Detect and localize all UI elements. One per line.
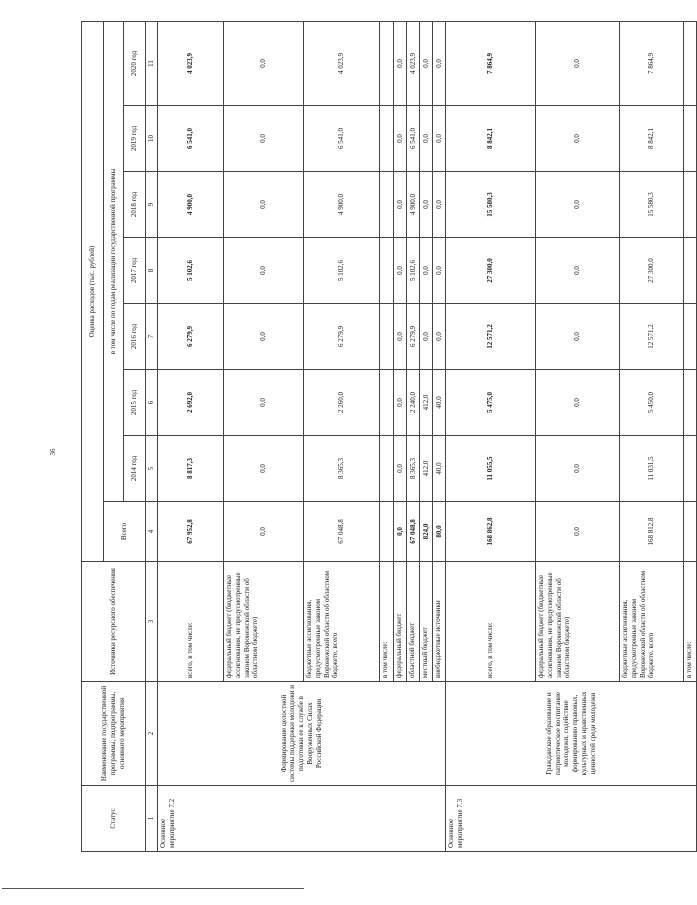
funding-source-cell: в том числе: — [380, 562, 394, 682]
year-value-cell: 12 571,2 — [446, 304, 536, 370]
year-value-cell: 0,0 — [536, 304, 620, 370]
year-value-cell: 6 541,0 — [158, 106, 224, 172]
year-value-cell: 27 300,0 — [446, 238, 536, 304]
year-value-cell: 0,0 — [420, 106, 433, 172]
year-value-cell — [380, 106, 394, 172]
funding-source-cell: бюджетные ассигнования, предусмотренные законом Воронежской области об областном бюджете, всего — [620, 562, 684, 682]
total-value-cell: 0,0 — [394, 502, 407, 562]
funding-source-cell: федеральный бюджет — [394, 562, 407, 682]
year-value-cell: 0,0 — [420, 172, 433, 238]
funding-source-cell: внебюджетные источники — [433, 562, 446, 682]
column-number: 1 — [146, 786, 158, 852]
year-value-cell: 0,0 — [394, 21, 407, 105]
column-number: 4 — [146, 502, 158, 562]
year-value-cell: 0,0 — [394, 370, 407, 436]
year-value-cell: 412,0 — [420, 436, 433, 502]
table-body — [158, 21, 697, 851]
header-year: 2020 год — [124, 21, 146, 105]
year-value-cell: 6 541,0 — [407, 106, 420, 172]
header-year: 2017 год — [124, 238, 146, 304]
year-value-cell: 0,0 — [224, 436, 304, 502]
year-value-cell: 6 279,9 — [158, 304, 224, 370]
year-value-cell: 0,0 — [224, 304, 304, 370]
rotated-table-container — [81, 22, 693, 852]
funding-source-cell: федеральный бюджет (бюджетные ассигнования, не предусмотренные законом Воронежской области об областном бюджете) — [536, 562, 620, 682]
year-value-cell: 5 102,6 — [407, 238, 420, 304]
funding-source-cell: в том числе: — [684, 562, 697, 682]
year-value-cell — [380, 172, 394, 238]
year-value-cell: 0,0 — [536, 172, 620, 238]
year-value-cell: 0,0 — [224, 238, 304, 304]
year-value-cell: 8 842,1 — [446, 106, 536, 172]
year-value-cell: 7 864,9 — [446, 21, 536, 105]
funding-source-cell: областной бюджет — [407, 562, 420, 682]
year-value-cell: 6 279,9 — [304, 304, 380, 370]
year-value-cell: 5 102,6 — [304, 238, 380, 304]
year-value-cell: 0,0 — [420, 304, 433, 370]
year-value-cell: 8 817,3 — [158, 436, 224, 502]
year-value-cell: 8 365,3 — [407, 436, 420, 502]
page-number: 36 — [49, 448, 57, 456]
year-value-cell: 0,0 — [224, 106, 304, 172]
year-value-cell — [684, 106, 697, 172]
year-value-cell: 6 279,9 — [407, 304, 420, 370]
total-value-cell — [684, 502, 697, 562]
header-by-years: в том числе по годам реализации государственной программы — [104, 21, 124, 501]
year-value-cell: 12 571,2 — [620, 304, 684, 370]
total-value-cell: 80,0 — [433, 502, 446, 562]
year-value-cell: 0,0 — [420, 238, 433, 304]
year-value-cell: 0,0 — [536, 238, 620, 304]
year-value-cell: 7 864,9 — [620, 21, 684, 105]
year-value-cell: 0,0 — [394, 106, 407, 172]
year-value-cell: 15 580,3 — [620, 172, 684, 238]
year-value-cell: 5 450,0 — [620, 370, 684, 436]
year-value-cell: 40,0 — [433, 436, 446, 502]
year-value-cell: 4 023,9 — [407, 21, 420, 105]
year-value-cell: 4 900,0 — [407, 172, 420, 238]
column-number: 11 — [146, 21, 158, 105]
funding-source-cell: всего, в том числе: — [158, 562, 224, 682]
header-status: Статус — [82, 786, 146, 852]
funding-source-cell: федеральный бюджет (бюджетные ассигнования, не предусмотренные законом Воронежской области об областном бюджете) — [224, 562, 304, 682]
year-value-cell: 15 580,3 — [446, 172, 536, 238]
column-number: 6 — [146, 370, 158, 436]
funding-source-cell: местный бюджет — [420, 562, 433, 682]
year-value-cell: 4 023,9 — [158, 21, 224, 105]
year-value-cell: 6 541,0 — [304, 106, 380, 172]
year-value-cell: 11 055,5 — [446, 436, 536, 502]
year-value-cell: 2 692,0 — [158, 370, 224, 436]
year-value-cell: 0,0 — [224, 370, 304, 436]
year-value-cell: 0,0 — [536, 21, 620, 105]
year-value-cell — [380, 436, 394, 502]
year-value-cell: 4 023,9 — [304, 21, 380, 105]
year-value-cell: 0,0 — [433, 304, 446, 370]
year-value-cell: 40,0 — [433, 370, 446, 436]
budget-table — [81, 21, 697, 852]
total-value-cell — [380, 502, 394, 562]
year-value-cell: 0,0 — [433, 106, 446, 172]
measure-status: Основное мероприятие 7.3 — [446, 786, 697, 852]
year-value-cell — [380, 238, 394, 304]
year-value-cell: 0,0 — [433, 21, 446, 105]
column-number: 9 — [146, 172, 158, 238]
year-value-cell: 8 842,1 — [620, 106, 684, 172]
year-value-cell: 2 260,0 — [304, 370, 380, 436]
year-value-cell: 8 365,3 — [304, 436, 380, 502]
year-value-cell — [380, 370, 394, 436]
year-value-cell: 0,0 — [394, 304, 407, 370]
column-number: 8 — [146, 238, 158, 304]
year-value-cell: 0,0 — [394, 172, 407, 238]
year-value-cell: 2 240,0 — [407, 370, 420, 436]
funding-source-cell: бюджетные ассигнования, предусмотренные законом Воронежской области об областном бюджете, всего — [304, 562, 380, 682]
year-value-cell — [684, 172, 697, 238]
column-number: 5 — [146, 436, 158, 502]
header-program-name: Наименование государственной программы, подпрограммы, основного мероприятия — [82, 682, 146, 786]
year-value-cell — [684, 238, 697, 304]
column-number: 7 — [146, 304, 158, 370]
year-value-cell — [380, 21, 394, 105]
year-value-cell: 5 475,0 — [446, 370, 536, 436]
header-cost-estimate: Оценка расходов (тыс. рублей) — [82, 21, 104, 561]
year-value-cell: 0,0 — [224, 21, 304, 105]
year-value-cell: 0,0 — [224, 172, 304, 238]
table-row — [158, 21, 224, 851]
year-value-cell: 0,0 — [536, 370, 620, 436]
footer-divider — [2, 888, 304, 889]
table-row — [446, 21, 536, 851]
year-value-cell: 0,0 — [536, 436, 620, 502]
year-value-cell: 0,0 — [536, 106, 620, 172]
year-value-cell: 27 300,0 — [620, 238, 684, 304]
column-number-row — [146, 21, 158, 851]
year-value-cell — [684, 436, 697, 502]
year-value-cell: 0,0 — [394, 436, 407, 502]
header-year: 2019 год — [124, 106, 146, 172]
total-value-cell: 67 048,8 — [304, 502, 380, 562]
funding-source-cell: всего, в том числе: — [446, 562, 536, 682]
total-value-cell: 0,0 — [224, 502, 304, 562]
total-value-cell: 0,0 — [536, 502, 620, 562]
header-year: 2014 год — [124, 436, 146, 502]
total-value-cell: 67 048,8 — [407, 502, 420, 562]
year-value-cell: 412,0 — [420, 370, 433, 436]
header-year: 2015 год — [124, 370, 146, 436]
measure-status: Основное мероприятие 7.2 — [158, 786, 446, 852]
column-number: 10 — [146, 106, 158, 172]
column-number: 3 — [146, 562, 158, 682]
measure-name: Формирование целостной системы поддержки молодежи и подготовки ее к службе в Вооруженных Силах Российской Федерации — [158, 682, 446, 786]
total-value-cell: 168 812,8 — [620, 502, 684, 562]
column-number: 2 — [146, 682, 158, 786]
year-value-cell: 0,0 — [433, 172, 446, 238]
year-value-cell: 11 031,5 — [620, 436, 684, 502]
measure-name: Гражданское образование и патриотическое воспитание молодежи, содействие формированию правовых, культурных и нравственных ценностей среди молодежи — [446, 682, 697, 786]
year-value-cell: 0,0 — [420, 21, 433, 105]
year-value-cell — [684, 21, 697, 105]
year-value-cell: 5 102,6 — [158, 238, 224, 304]
year-value-cell — [684, 370, 697, 436]
year-value-cell — [380, 304, 394, 370]
year-value-cell — [684, 304, 697, 370]
year-value-cell: 4 900,0 — [158, 172, 224, 238]
header-year: 2018 год — [124, 172, 146, 238]
header-total: Всего — [104, 502, 146, 562]
header-year: 2016 год — [124, 304, 146, 370]
total-value-cell: 168 862,8 — [446, 502, 536, 562]
total-value-cell: 824,0 — [420, 502, 433, 562]
year-value-cell: 0,0 — [394, 238, 407, 304]
year-value-cell: 0,0 — [433, 238, 446, 304]
year-value-cell: 4 900,0 — [304, 172, 380, 238]
total-value-cell: 67 952,8 — [158, 502, 224, 562]
header-funding-source: Источники ресурсного обеспечения — [82, 562, 146, 682]
